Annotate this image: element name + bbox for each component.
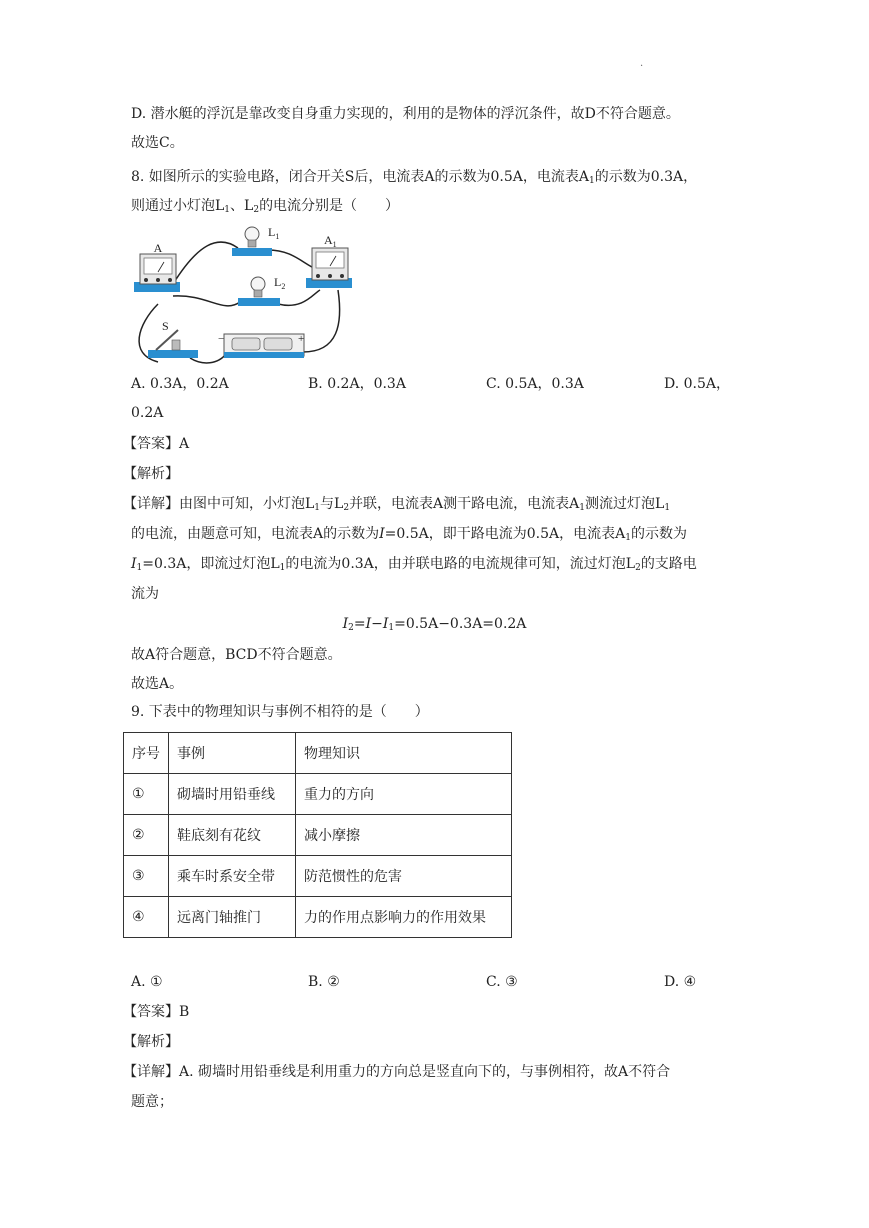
- table-cell: 鞋底刻有花纹: [169, 815, 296, 856]
- table-header-cell: 物理知识: [296, 733, 512, 774]
- label-l2: $L_2$: [274, 275, 286, 291]
- q9-option-d[interactable]: D. ④: [664, 974, 697, 990]
- label-a1: $A_1$: [324, 233, 337, 249]
- q8-equation: $I_2=I-I_1=0.5A-0.3A=0.2A$: [342, 616, 527, 633]
- q8-stem-line2: 则通过小灯泡$L_1$、$L_2$的电流分别是（ ）: [131, 198, 400, 215]
- q9-answer: 【答案】B: [123, 1004, 190, 1020]
- table-cell: 重力的方向: [296, 774, 512, 815]
- q8-option-b[interactable]: B. 0.2A，0.3A: [308, 376, 406, 392]
- q9-analysis: 【解析】: [123, 1034, 179, 1050]
- table-cell: 砌墙时用铅垂线: [169, 774, 296, 815]
- q9-option-a[interactable]: A. ①: [131, 974, 163, 990]
- table-cell: ④: [124, 897, 169, 938]
- ammeter-a1: [306, 233, 352, 288]
- table-row: [124, 897, 512, 938]
- lamp-l2: [238, 275, 285, 306]
- q8-analysis: 【解析】: [123, 466, 179, 482]
- q8-conclude: 故A符合题意，BCD不符合题意。: [131, 647, 342, 663]
- q8-option-c[interactable]: C. 0.5A，0.3A: [486, 376, 584, 392]
- label-l1: $L_1$: [268, 225, 280, 241]
- q8-option-d[interactable]: D. 0.5A，: [664, 376, 731, 392]
- q8-option-d-wrap: 0.2A: [131, 405, 164, 421]
- q8-detail-line1: 【详解】由图中可知，小灯泡$L_1$与$L_2$并联，电流表A测干路电流，电流表$A_1$测流过灯泡$L_1$: [123, 496, 671, 513]
- table-row: [124, 815, 512, 856]
- table-cell: 远离门轴推门: [169, 897, 296, 938]
- prev-choose: 故选C。: [131, 135, 184, 151]
- table-cell: ①: [124, 774, 169, 815]
- circuit-figure: [128, 224, 368, 370]
- q9-option-c[interactable]: C. ③: [486, 974, 518, 990]
- battery-holder: [218, 333, 304, 358]
- wire-ammeter-l2: [173, 296, 240, 306]
- q9-detail-line2: 题意；: [131, 1094, 173, 1110]
- table-cell: ②: [124, 815, 169, 856]
- table-cell: ③: [124, 856, 169, 897]
- table-row: [124, 856, 512, 897]
- label-plus: +: [298, 333, 305, 345]
- header-dot: .: [640, 58, 644, 69]
- q8-choose: 故选A。: [131, 676, 184, 692]
- label-s: S: [162, 319, 169, 333]
- wire-ammeter-l1: [173, 242, 238, 284]
- wire-l2-a1: [278, 290, 320, 305]
- table-header-cell: 序号: [124, 733, 169, 774]
- q9-detail-line1: 【详解】A. 砌墙时用铅垂线是利用重力的方向总是竖直向下的，与事例相符，故A不符合: [123, 1064, 671, 1080]
- q8-detail-line3: $I_1=0.3A$，即流过灯泡$L_1$的电流为0.3A，由并联电路的电流规律可知，流过灯泡$L_2$的支路电: [131, 556, 697, 573]
- table-row: [124, 774, 512, 815]
- switch-s: [148, 319, 198, 358]
- table-cell: 减小摩擦: [296, 815, 512, 856]
- table-cell: 乘车时系安全带: [169, 856, 296, 897]
- q9-stem: 9. 下表中的物理知识与事例不相符的是（ ）: [131, 704, 429, 720]
- ammeter-a: [134, 241, 180, 292]
- q8-detail-line4: 流为: [131, 586, 159, 602]
- label-a: A: [153, 241, 163, 255]
- table-cell: 力的作用点影响力的作用效果: [296, 897, 512, 938]
- q9-option-b[interactable]: B. ②: [308, 974, 340, 990]
- lamp-l1: [232, 225, 279, 256]
- table-header-row: [124, 733, 512, 774]
- table-header-cell: 事例: [169, 733, 296, 774]
- q9-table: [123, 732, 512, 938]
- q8-stem-line1: 8. 如图所示的实验电路，闭合开关S后，电流表A的示数为0.5A，电流表$A_1$的示数为0.3A，: [131, 169, 698, 186]
- wire-l1-a1: [268, 250, 318, 270]
- q8-option-a[interactable]: A. 0.3A，0.2A: [131, 376, 229, 392]
- table-cell: 防范惯性的危害: [296, 856, 512, 897]
- label-minus: −: [218, 333, 225, 345]
- q8-answer: 【答案】A: [123, 436, 190, 452]
- q8-detail-line2: 的电流，由题意可知，电流表A的示数为I=0.5A，即干路电流为0.5A，电流表$A_1$的示数为: [131, 526, 687, 543]
- prev-option-d: D. 潜水艇的浮沉是靠改变自身重力实现的，利用的是物体的浮沉条件，故D不符合题意。: [131, 106, 680, 122]
